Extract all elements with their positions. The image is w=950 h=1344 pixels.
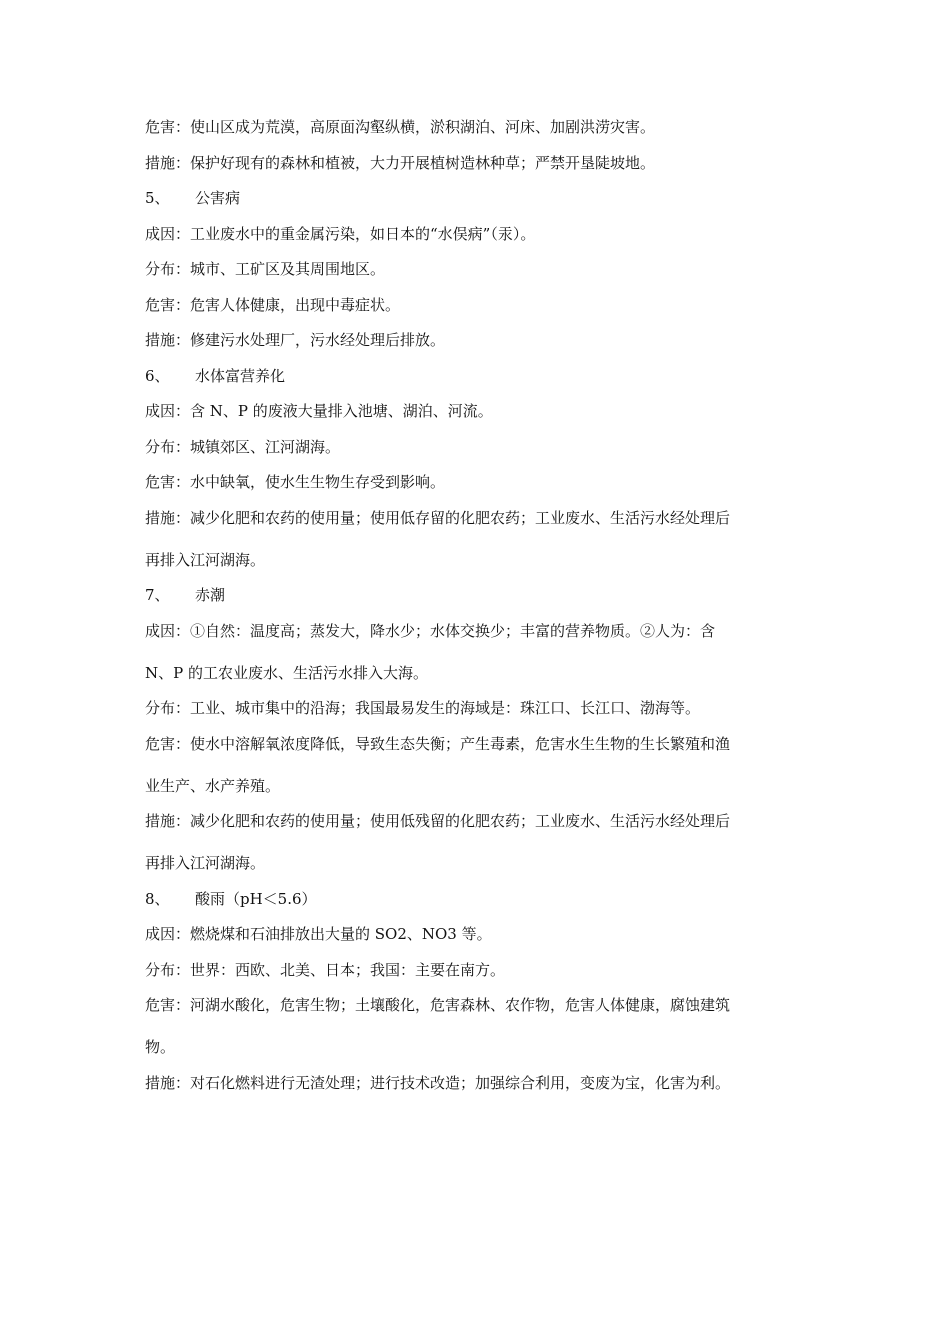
text-line: 措施：减少化肥和农药的使用量；使用低存留的化肥农药；工业废水、生活污水经处理后 (145, 508, 731, 527)
text-line: 分布：工业、城市集中的沿海；我国最易发生的海域是：珠江口、长江口、渤海等。 (145, 699, 701, 717)
text-line: 危害：河湖水酸化，危害生物；土壤酸化，危害森林、农作物，危害人体健康，腐蚀建筑 (145, 996, 731, 1014)
text-line: 分布：城市、工矿区及其周围地区。 (145, 260, 386, 278)
text-line: 业生产、水产养殖。 (145, 776, 281, 795)
document-body (145, 118, 805, 1092)
text-line: 成因：含 N、P 的废液大量排入池塘、湖泊、河流。 (145, 402, 493, 420)
text-line: 措施：减少化肥和农药的使用量；使用低残留的化肥农药；工业废水、生活污水经处理后 (145, 812, 731, 830)
section-heading-8 (145, 890, 805, 908)
text-line: 措施：保护好现有的森林和植被，大力开展植树造林种草；严禁开垦陡坡地。 (145, 153, 656, 172)
text-line: 物。 (145, 1038, 176, 1056)
text-line: 成因：工业废水中的重金属污染，如日本的“水俣病”（汞）。 (145, 224, 536, 243)
section-title: 水体富营养化 (195, 366, 286, 385)
text-line: 分布：世界：西欧、北美、日本；我国：主要在南方。 (145, 960, 506, 979)
text-line: 措施：修建污水处理厂，污水经处理后排放。 (145, 331, 446, 349)
section-number: 7、 (145, 586, 170, 604)
text-line: 成因：①自然：温度高；蒸发大，降水少；水体交换少；丰富的营养物质。②人为：含 (145, 621, 716, 640)
text-line: 危害：使山区成为荒漠，高原面沟壑纵横，淤积湖泊、河床、加剧洪涝灾害。 (145, 118, 656, 136)
text-line: 成因：燃烧煤和石油排放出大量的 SO2、NO3 等。 (145, 925, 492, 943)
section-number: 5、 (145, 189, 170, 207)
text-line: 危害：使水中溶解氧浓度降低，导致生态失衡；产生毒素，危害水生生物的生长繁殖和渔 (145, 734, 731, 753)
text-line: 措施：对石化燃料进行无渣处理；进行技术改造；加强综合利用，变废为宝，化害为利。 (145, 1073, 731, 1092)
text-line: 分布：城镇郊区、江河湖海。 (145, 437, 341, 456)
text-line: 危害：水中缺氧，使水生生物生存受到影响。 (145, 473, 446, 491)
section-heading-7 (145, 586, 805, 604)
text-line: 危害：危害人体健康，出现中毒症状。 (145, 295, 401, 314)
section-number: 6、 (145, 366, 170, 385)
section-heading-6 (145, 367, 805, 385)
section-title: 酸雨（pH＜5.6） (195, 889, 317, 908)
text-line: 再排入江河湖海。 (145, 854, 266, 872)
section-title: 赤潮 (195, 586, 226, 604)
text-line: 再排入江河湖海。 (145, 550, 266, 569)
text-line: N、P 的工农业废水、生活污水排入大海。 (145, 663, 428, 682)
section-number: 8、 (145, 889, 170, 908)
section-heading-5 (145, 189, 805, 207)
section-title: 公害病 (195, 189, 241, 207)
